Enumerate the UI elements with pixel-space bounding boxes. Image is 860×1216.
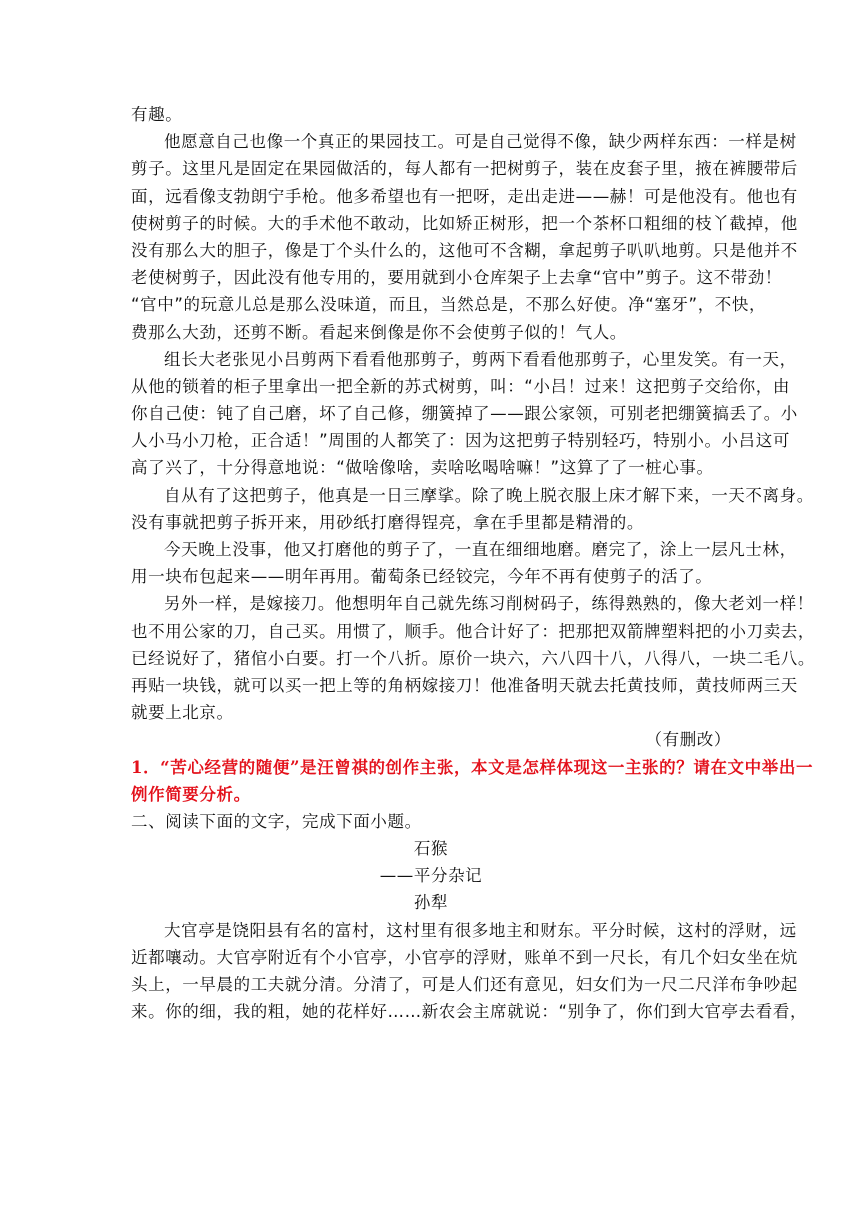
question-line: 1．“苦心经营的随便”是汪曾祺的创作主张，本文是怎样体现这一主张的？请在文中举出一 xyxy=(131,757,814,777)
passage-line: 有趣。 xyxy=(131,105,183,124)
article-title: 石猴 xyxy=(413,839,449,859)
article-subtitle: ——平分杂记 xyxy=(379,866,483,886)
passage-line: 就要上北京。 xyxy=(131,703,234,723)
source-note: （有删改） xyxy=(645,730,731,750)
document-page xyxy=(131,101,815,1025)
passage-line: 费那么大劲，还剪不断。看起来倒像是你不会使剪子似的！气人。 xyxy=(131,322,627,342)
passage-line: 你自己使：钝了自己磨，坏了自己修，绷簧掉了——跟公家领，可别老把绷簧搞丢了。小 xyxy=(131,404,798,424)
passage-line: 高了兴了，十分得意地说：“做啥像啥，卖啥吆喝啥嘛！”这算了了一桩心事。 xyxy=(131,458,714,478)
passage-line: 自从有了这把剪子，他真是一日三摩挲。除了晚上脱衣服上床才解下来，一天不离身。 xyxy=(164,485,814,505)
passage-line: 用一块布包起来——明年再用。葡萄条已经铰完，今年不再有使剪子的活了。 xyxy=(131,567,713,587)
section-2 xyxy=(131,808,808,1026)
passage-line: 已经说好了，猪倌小白要。打一个八折。原价一块六，六八四十八，八得八，一块二毛八。 xyxy=(131,648,815,668)
question-line: 例作简要分析。 xyxy=(131,784,251,804)
passage-line: 再贴一块钱，就可以买一把上等的角柄嫁接刀！他准备明天就去托黄技师，黄技师两三天 xyxy=(131,675,798,695)
passage-line: 从他的锁着的柜子里拿出一把全新的苏式树剪，叫：“小吕！过来！这把剪子交给你，由 xyxy=(131,376,790,396)
passage-line: 另外一样，是嫁接刀。他想明年自己就先练习削树码子，练得熟熟的，像大老刘一样！ xyxy=(164,594,814,614)
passage-line: 剪子。这里凡是固定在果园做活的，每人都有一把树剪子，装在皮套子里，掖在裤腰带后 xyxy=(131,159,798,179)
passage-line: 使树剪子的时候。大的手术他不敢动，比如矫正树形，把一个茶杯口粗细的枝丫截掉，他 xyxy=(131,213,798,233)
passage-line: 他愿意自己也像一个真正的果园技工。可是自己觉得不像，缺少两样东西：一样是树 xyxy=(164,132,797,152)
passage-line: 来。你的细，我的粗，她的花样好……新农会主席就说：“别争了，你们到大官亭去看看， xyxy=(131,1002,808,1022)
article-author: 孙犁 xyxy=(413,893,449,913)
passage-line: 组长大老张见小吕剪两下看看他那剪子，剪两下看看他那剪子，心里发笑。有一天， xyxy=(164,349,797,369)
passage-line: 今天晚上没事，他又打磨他的剪子了，一直在细细地磨。磨完了，涂上一层凡士林， xyxy=(164,540,797,559)
passage-line: 人小马小刀枪，正合适！”周围的人都笑了：因为这把剪子特别轻巧，特别小。小吕这可 xyxy=(131,431,790,451)
passage-line: “官中”的玩意儿总是那么没味道，而且，当然总是，不那么好使。净“塞牙”，不快， xyxy=(131,295,767,315)
passage-line: 没有那么大的胆子，像是丁个头什么的，这他可不含糊，拿起剪子叭叭地剪。只是他并不 xyxy=(131,240,798,260)
passage-1 xyxy=(131,101,815,754)
passage-line: 没有事就把剪子拆开来，用砂纸打磨得锃亮，拿在手里都是精滑的。 xyxy=(131,512,644,532)
passage-line: 也不用公家的刀，自己买。用惯了，顺手。他合计好了：把那把双箭牌塑料把的小刀卖去， xyxy=(131,621,815,641)
section-heading: 二、阅读下面的文字，完成下面小题。 xyxy=(131,811,422,831)
passage-line: 老使树剪子，因此没有他专用的，要用就到小仓库架子上去拿“官中”剪子。这不带劲！ xyxy=(131,268,782,288)
question-1 xyxy=(131,754,814,808)
passage-line: 头上，一早晨的工夫就分清。分清了，可是人们还有意见，妇女们为一尺二尺洋布争吵起 xyxy=(131,975,798,994)
passage-line: 大官亭是饶阳县有名的富村，这村里有很多地主和财东。平分时候，这村的浮财，远 xyxy=(164,920,797,940)
passage-line: 面，远看像支勃朗宁手枪。他多希望也有一把呀，走出走进——赫！可是他没有。他也有 xyxy=(131,186,798,206)
passage-line: 近都嚷动。大官亭附近有个小官亭，小官亭的浮财，账单不到一尺长，有几个妇女坐在炕 xyxy=(131,947,798,967)
